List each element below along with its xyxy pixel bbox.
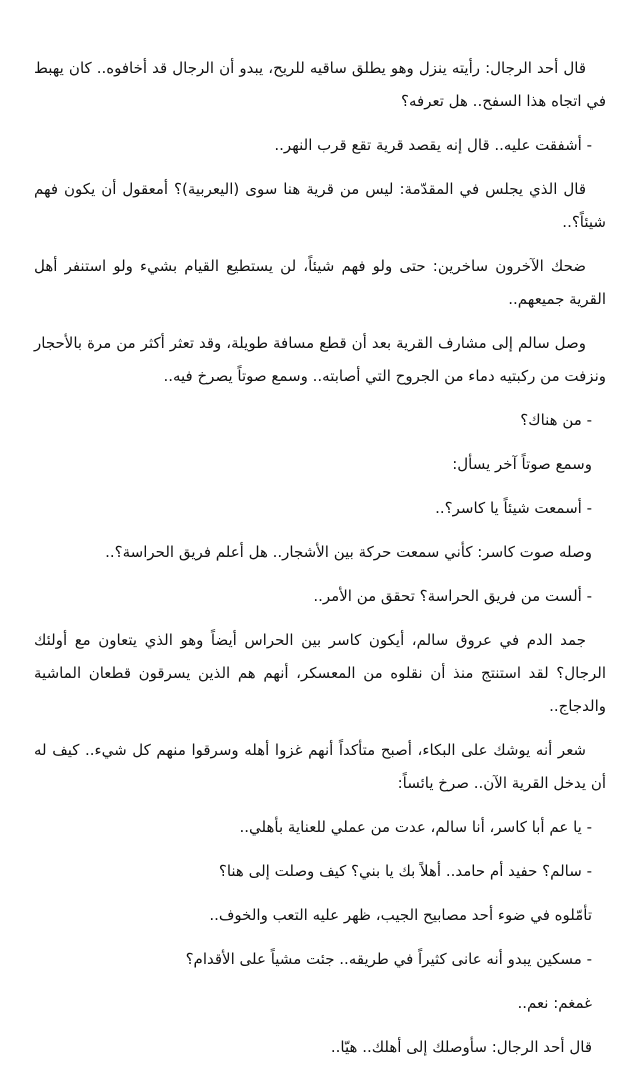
dialogue-line: وسمع صوتاً آخر يسأل: [452, 455, 592, 473]
paragraph: ضحك الآخرون ساخرين: حتى ولو فهم شيئاً، لن يستطيع القيام بشيء ولو استنفر أهل القرية جميعهم.. [34, 257, 606, 308]
dialogue-line: - سالم؟ حفيد أم حامد.. أهلاً بك يا بني؟ كيف وصلت إلى هنا؟ [218, 862, 592, 880]
dialogue-line: - أسمعت شيئاً يا كاسر؟.. [435, 499, 592, 517]
paragraph: وصل سالم إلى مشارف القرية بعد أن قطع مسافة طويلة، وقد تعثر أكثر من مرة بالأحجار ونزفت من ركبتيه دماء من الجروح التي أصابته.. وسمع صوتاً يصرخ فيه.. [34, 334, 606, 385]
paragraph: شعر أنه يوشك على البكاء، أصبح متأكداً أنهم غزوا أهله وسرقوا منهم كل شيء.. كيف له أن يدخل القرية الآن.. صرخ يائساً: [34, 741, 606, 792]
dialogue-line: - أشفقت عليه.. قال إنه يقصد قرية تقع قرب النهر.. [274, 136, 592, 154]
dialogue-line: - مسكين يبدو أنه عانى كثيراً في طريقه.. جئت مشياً على الأقدام؟ [185, 950, 592, 968]
paragraph: قال أحد الرجال: رأيته ينزل وهو يطلق ساقيه للريح، يبدو أن الرجال قد أخافوه.. كان يهبط في اتجاه هذا السفح.. هل تعرفه؟ [34, 59, 606, 110]
paragraph: قال الذي يجلس في المقدّمة: ليس من قرية هنا سوى (اليعربية)؟ أمعقول أن يكون فهم شيئاً؟.. [34, 180, 606, 231]
dialogue-line: وصله صوت كاسر: كأني سمعت حركة بين الأشجار.. هل أعلم فريق الحراسة؟.. [105, 543, 592, 561]
dialogue-line: - من هناك؟ [520, 411, 592, 429]
paragraph: جمد الدم في عروق سالم، أيكون كاسر بين الحراس أيضاً وهو الذي يتعاون مع أولئك الرجال؟ لقد استنتج منذ أن نقلوه من المعسكر، أنهم هم الذين يسرقون قطعان الماشية والدجاج.. [34, 631, 606, 715]
dialogue-line: غمغم: نعم.. [517, 994, 592, 1012]
document-page [34, 52, 606, 1075]
dialogue-line: - ألست من فريق الحراسة؟ تحقق من الأمر.. [313, 587, 592, 605]
dialogue-line: - يا عم أبا كاسر، أنا سالم، عدت من عملي للعناية بأهلي.. [239, 818, 592, 836]
dialogue-line: تأمّلوه في ضوء أحد مصابيح الجيب، ظهر عليه التعب والخوف.. [209, 906, 592, 924]
dialogue-line: قال أحد الرجال: سأوصلك إلى أهلك.. هيّا.. [330, 1038, 592, 1056]
